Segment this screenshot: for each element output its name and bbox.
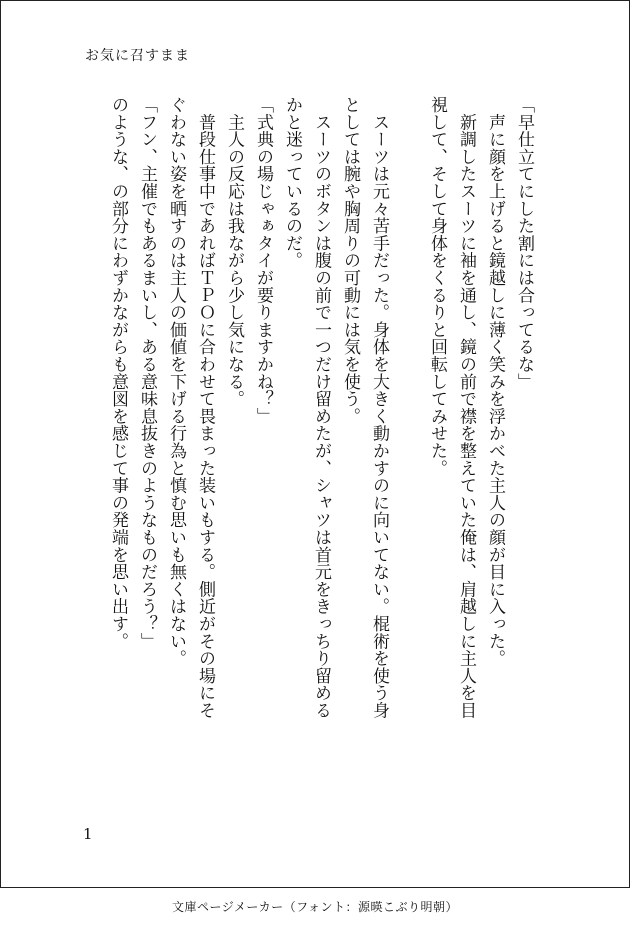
text-line: としては腕や胸周りの可動には気を使う。: [340, 96, 360, 425]
text-line: のような、の部分にわずかながらも意図を感じて事の発端を思い出す。: [108, 96, 128, 650]
text-line: スーツのボタンは腹の前で一つだけ留めたが、シャツは首元をきっちり留める: [311, 96, 331, 719]
text-line: 「式典の場じゃぁタイが要りますかね？」: [253, 96, 273, 425]
text-line: ぐわない姿を晒すのは主人の価値を下げる行為と慎む思いも無くはない。: [166, 96, 186, 667]
text-line: スーツは元々苦手だった。身体を大きく動かすのに向いてない。棍術を使う身: [369, 96, 389, 719]
blank-line: [393, 96, 422, 801]
running-header-title: お気に召すまま: [85, 48, 190, 64]
text-line: 視して、そして身体をくるりと回転してみせた。: [427, 96, 447, 477]
text-line: 普段仕事中であればＴＰＯに合わせて畏まった装いもする。側近がその場にそ: [195, 96, 215, 719]
page-number: 1: [83, 825, 93, 843]
body-text-column: [83, 96, 538, 801]
text-line: 「早仕立てにした割には合ってるな」: [514, 96, 534, 391]
text-line: 主人の反応は我ながら少し気になる。: [224, 96, 244, 408]
footer-credit: 文庫ページメーカー（フォント：源暎こぶり明朝）: [171, 900, 459, 914]
text-line: 新調したスーツに袖を通し、鏡の前で襟を整えていた俺は、肩越しに主人を目: [456, 96, 476, 719]
text-line: 声に顔を上げると鏡越しに薄く笑みを浮かべた主人の顔が目に入った。: [485, 96, 505, 667]
text-line: かと迷っているのだ。: [282, 96, 302, 269]
text-line: 「フン、主催でもあるまいし、ある意味息抜きのようなものだろう？」: [137, 96, 157, 650]
